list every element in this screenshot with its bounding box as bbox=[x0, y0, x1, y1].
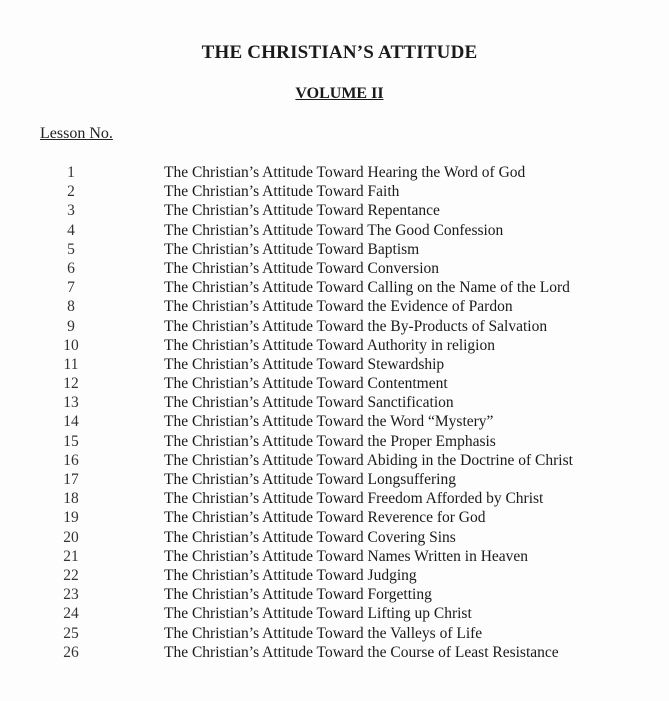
lesson-number: 10 bbox=[63, 336, 79, 354]
lesson-row bbox=[0, 566, 669, 585]
lesson-title: The Christian’s Attitude Toward Reverence for God bbox=[164, 509, 486, 527]
lesson-row bbox=[0, 393, 669, 412]
lesson-row bbox=[0, 528, 669, 547]
lesson-number: 7 bbox=[67, 279, 75, 297]
lesson-number: 8 bbox=[67, 298, 75, 316]
lesson-row bbox=[0, 259, 669, 278]
lesson-number-header: Lesson No. bbox=[40, 125, 113, 142]
lesson-row bbox=[0, 489, 669, 508]
lesson-row bbox=[0, 336, 669, 355]
lesson-row bbox=[0, 432, 669, 451]
lesson-number: 21 bbox=[63, 547, 79, 565]
lesson-title: The Christian’s Attitude Toward Sanctification bbox=[164, 394, 454, 412]
lesson-row bbox=[0, 585, 669, 604]
lesson-number: 23 bbox=[63, 586, 79, 604]
lesson-title: The Christian’s Attitude Toward Stewardship bbox=[164, 355, 445, 373]
lesson-number: 22 bbox=[63, 566, 79, 584]
lesson-title: The Christian’s Attitude Toward Baptism bbox=[164, 240, 420, 258]
lesson-row bbox=[0, 624, 669, 643]
lesson-number: 2 bbox=[67, 183, 75, 201]
lesson-row bbox=[0, 163, 669, 182]
lesson-number: 24 bbox=[63, 605, 79, 623]
lesson-title: The Christian’s Attitude Toward the By-Products of Salvation bbox=[164, 317, 548, 335]
lesson-title: The Christian’s Attitude Toward Longsuffering bbox=[164, 471, 456, 488]
lesson-title: The Christian’s Attitude Toward Contentment bbox=[164, 375, 448, 393]
lesson-title: The Christian’s Attitude Toward Names Written in Heaven bbox=[164, 547, 529, 565]
lesson-number: 3 bbox=[67, 202, 75, 220]
lesson-title: The Christian’s Attitude Toward Covering Sins bbox=[164, 528, 456, 546]
lesson-title: The Christian’s Attitude Toward The Good Confession bbox=[164, 221, 504, 239]
lesson-row bbox=[0, 508, 669, 527]
lesson-title: The Christian’s Attitude Toward Calling on the Name of the Lord bbox=[164, 279, 570, 297]
lesson-title: The Christian’s Attitude Toward Hearing the Word of God bbox=[164, 164, 526, 181]
volume-heading: VOLUME II bbox=[295, 85, 384, 102]
lesson-title: The Christian’s Attitude Toward the Course of Least Resistance bbox=[164, 643, 559, 661]
lesson-row bbox=[0, 547, 669, 566]
lesson-number: 9 bbox=[67, 317, 75, 335]
lesson-title: The Christian’s Attitude Toward Conversion bbox=[164, 259, 440, 277]
lesson-number: 25 bbox=[63, 624, 79, 642]
lesson-number: 4 bbox=[67, 221, 75, 239]
lesson-title: The Christian’s Attitude Toward the Proper Emphasis bbox=[164, 432, 496, 450]
lesson-number: 19 bbox=[63, 509, 79, 527]
lesson-row bbox=[0, 240, 669, 259]
lesson-row bbox=[0, 470, 669, 489]
lesson-row bbox=[0, 201, 669, 220]
lesson-title: The Christian’s Attitude Toward Judging bbox=[164, 566, 417, 584]
lesson-number: 1 bbox=[67, 164, 75, 181]
lesson-number: 26 bbox=[63, 643, 79, 661]
lesson-title: The Christian’s Attitude Toward Lifting up Christ bbox=[164, 605, 472, 623]
lesson-title: The Christian’s Attitude Toward Repentance bbox=[164, 202, 440, 220]
lesson-list bbox=[0, 163, 669, 662]
lesson-number: 16 bbox=[63, 451, 79, 469]
lesson-number: 18 bbox=[63, 490, 79, 508]
page-title: THE CHRISTIAN’S ATTITUDE bbox=[201, 42, 478, 63]
lesson-number: 6 bbox=[67, 259, 75, 277]
lesson-row bbox=[0, 355, 669, 374]
lesson-row bbox=[0, 451, 669, 470]
lesson-row bbox=[0, 374, 669, 393]
lesson-title: The Christian’s Attitude Toward Abiding in the Doctrine of Christ bbox=[164, 451, 573, 469]
lesson-title: The Christian’s Attitude Toward Freedom Afforded by Christ bbox=[164, 490, 544, 508]
lesson-title: The Christian’s Attitude Toward the Word “Mystery” bbox=[164, 413, 494, 431]
lesson-row bbox=[0, 297, 669, 316]
lesson-row bbox=[0, 278, 669, 297]
lesson-row bbox=[0, 317, 669, 336]
lesson-number: 5 bbox=[67, 240, 75, 258]
lesson-title: The Christian’s Attitude Toward Faith bbox=[164, 183, 400, 201]
lesson-title: The Christian’s Attitude Toward the Valleys of Life bbox=[164, 624, 483, 642]
lesson-number: 20 bbox=[63, 528, 79, 546]
lesson-row bbox=[0, 221, 669, 240]
lesson-number: 15 bbox=[63, 432, 79, 450]
lesson-number: 13 bbox=[63, 394, 79, 412]
lesson-title: The Christian’s Attitude Toward Authority in religion bbox=[164, 336, 495, 354]
lesson-title: The Christian’s Attitude Toward the Evidence of Pardon bbox=[164, 298, 513, 316]
lesson-row bbox=[0, 412, 669, 431]
lesson-row bbox=[0, 643, 669, 662]
lesson-number: 14 bbox=[63, 413, 79, 431]
lesson-number: 11 bbox=[63, 355, 79, 373]
lesson-row bbox=[0, 604, 669, 623]
lesson-title: The Christian’s Attitude Toward Forgetting bbox=[164, 586, 432, 604]
lesson-number: 17 bbox=[63, 471, 79, 488]
lesson-number: 12 bbox=[63, 375, 79, 393]
lesson-row bbox=[0, 182, 669, 201]
